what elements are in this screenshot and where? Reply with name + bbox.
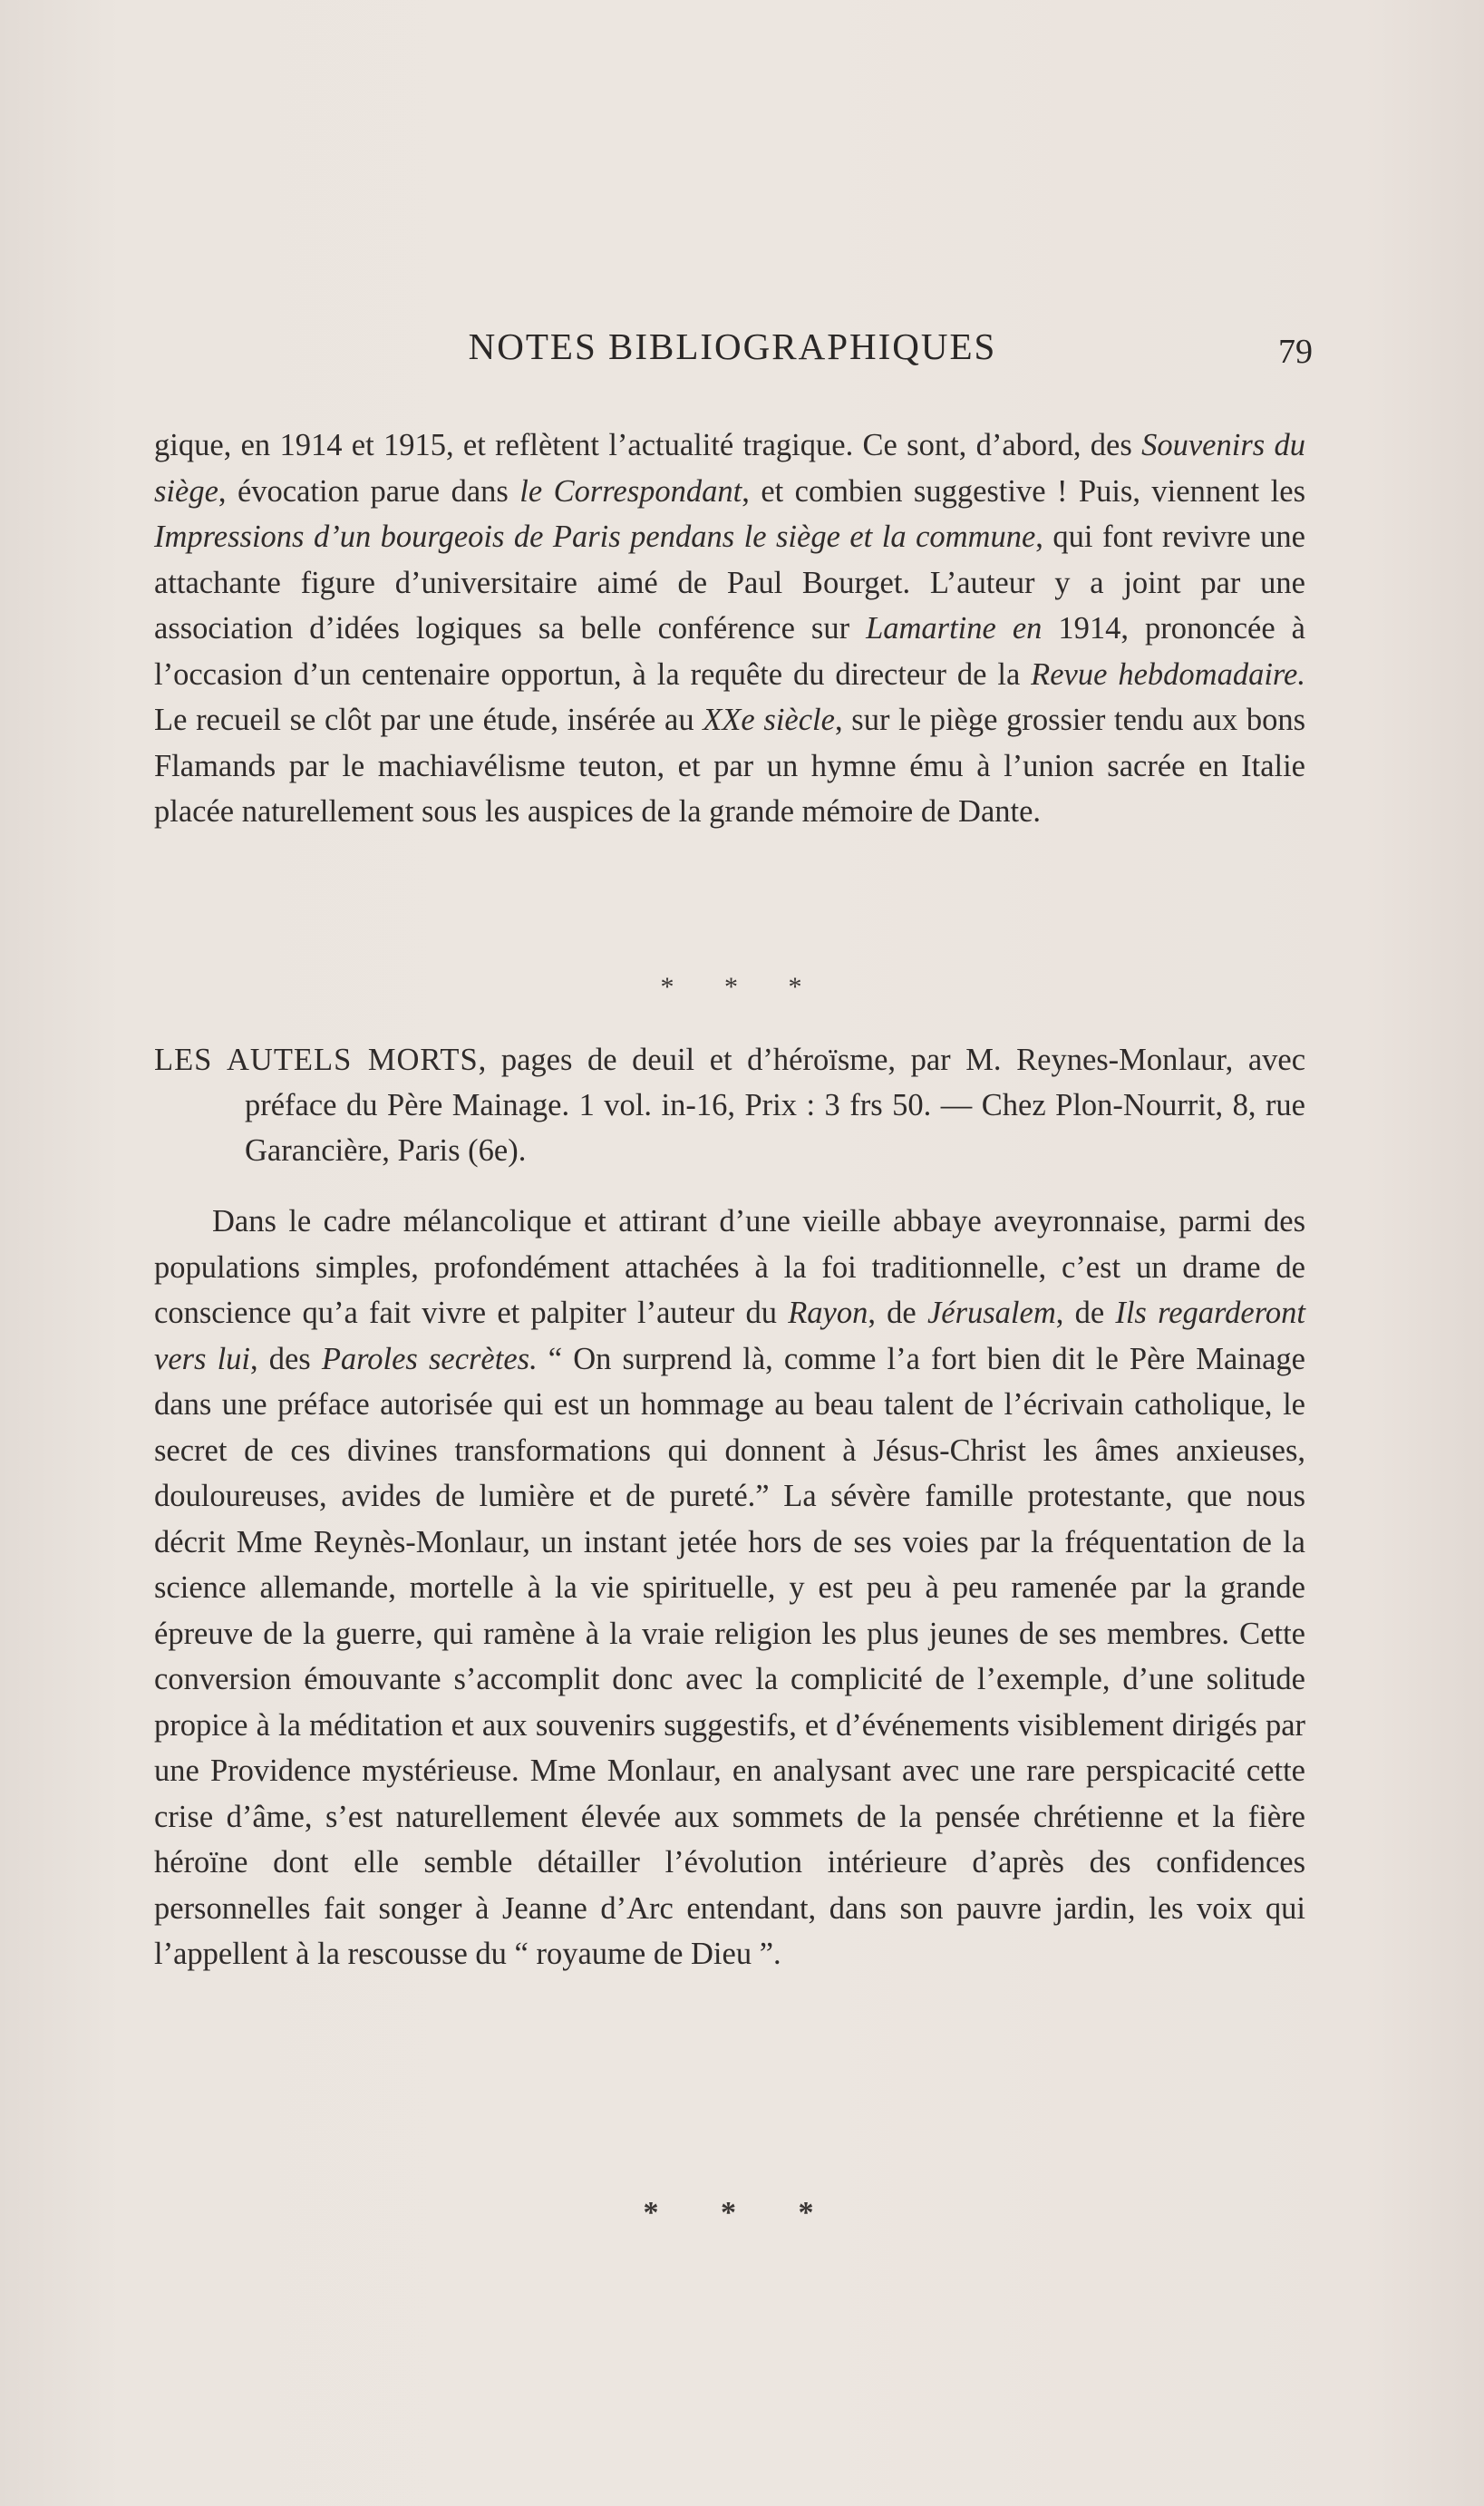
- bibliographic-entry: [154, 1037, 1305, 1173]
- text-segment: , de: [1055, 1296, 1116, 1330]
- text-segment: , des: [250, 1341, 322, 1376]
- text-segment: gique, en 1914 et 1915, et reflètent l’actualité tragique. Ce sont, d’abord, des: [154, 428, 1142, 462]
- text-segment: Le recueil se clôt par une étude, insérée au: [154, 703, 703, 737]
- italic-title: Ils regarderont vers lui: [154, 1296, 1305, 1376]
- page-number: 79: [1278, 333, 1313, 371]
- italic-title: Revue hebdomadaire.: [1031, 656, 1305, 692]
- italic-title: Jérusalem: [926, 1296, 1056, 1330]
- paragraph-continued: [154, 423, 1305, 835]
- text-segment: , qui font revivre une attachante figure d’universitaire aimé de Paul Bourget. L’auteur y a joint par une association d’idées logiques sa belle conférence sur: [154, 520, 1305, 646]
- section-separator: * * *: [660, 972, 824, 1002]
- review-paragraph: [154, 1199, 1305, 1977]
- text-segment: “ On surprend là, comme l’a fort bien dit le Père Mainage dans une préface autorisée qui est un hommage au beau talent de l’écrivain catholique, le secret de ces divines transformations qui donnent à Jésus-Christ les âmes anxieuses, douloureuses, avides de lumière et de pureté.” La sévère famille protestante, que nous décrit Mme Reynès-Monlaur, un instant jetée hors de ses voies par la fréquentation de la science allemande, mortelle à la vie spirituelle, y est peu à peu ramenée par la grande épreuve de la guerre, qui ramène à la vraie religion les plus jeunes de ses membres. Cette conversion émouvante s’accomplit donc avec la complicité de l’exemple, d’une solitude propice à la méditation et aux souvenirs suggestifs, et d’événements visiblement dirigés par une Providence mystérieuse. Mme Monlaur, en analysant avec une rare perspicacité cette crise d’âme, s’est naturellement élevée aux sommets de la pensée chrétienne et la fière héroïne dont elle semble détailler l’évolution intérieure d’après des confidences personnelles fait songer à Jeanne d’Arc entendant, dans son pauvre jardin, les voix qui l’appellent à la rescousse du “ royaume de Dieu ”.: [154, 1341, 1305, 1971]
- text-segment: , évocation parue dans: [218, 473, 520, 509]
- book-details: , pages de deuil et d’héroïsme, par M. Reynes-Monlaur, avec préface du Père Mainage. 1 vol. in-16, Prix : 3 frs 50. — Chez Plon-Nourrit, 8, rue Garancière, Paris (6e).: [245, 1043, 1306, 1168]
- italic-title: Souvenirs du siège: [154, 428, 1305, 509]
- text-segment: , et combien suggestive ! Puis, viennent les: [742, 473, 1305, 509]
- text-segment: 1914, prononcée à l’occasion d’un centenaire opportun, à la requête du directeur de la: [154, 611, 1305, 692]
- text-segment: Dans le cadre mélancolique et attirant d’une vieille abbaye aveyronnaise, parmi des populations simples, profondément attachées à la foi traditionnelle, c’est un drame de conscience qu’a fait vivre et palpiter l’auteur du: [154, 1204, 1305, 1330]
- italic-title: Lamartine en: [866, 611, 1043, 646]
- italic-title: Paroles secrètes.: [321, 1341, 538, 1376]
- section-separator-end: * * *: [643, 2196, 841, 2229]
- text-segment: , de: [868, 1296, 927, 1330]
- book-title: LES AUTELS MORTS: [154, 1043, 479, 1077]
- italic-title: XXe siècle: [703, 703, 835, 737]
- italic-title: Impressions d’un bourgeois de Paris pendans le siège et la commune: [154, 520, 1036, 554]
- italic-title: le Correspondant: [519, 473, 742, 509]
- text-segment: , sur le piège grossier tendu aux bons Flamands par le machiavélisme teuton, et par un hymne ému à l’union sacrée en Italie placée naturellement sous les auspices de la grande mémoire de Dante.: [154, 703, 1305, 829]
- running-title: NOTES BIBLIOGRAPHIQUES: [468, 325, 997, 367]
- italic-title: Rayon: [788, 1296, 868, 1330]
- page-header: [152, 325, 1313, 379]
